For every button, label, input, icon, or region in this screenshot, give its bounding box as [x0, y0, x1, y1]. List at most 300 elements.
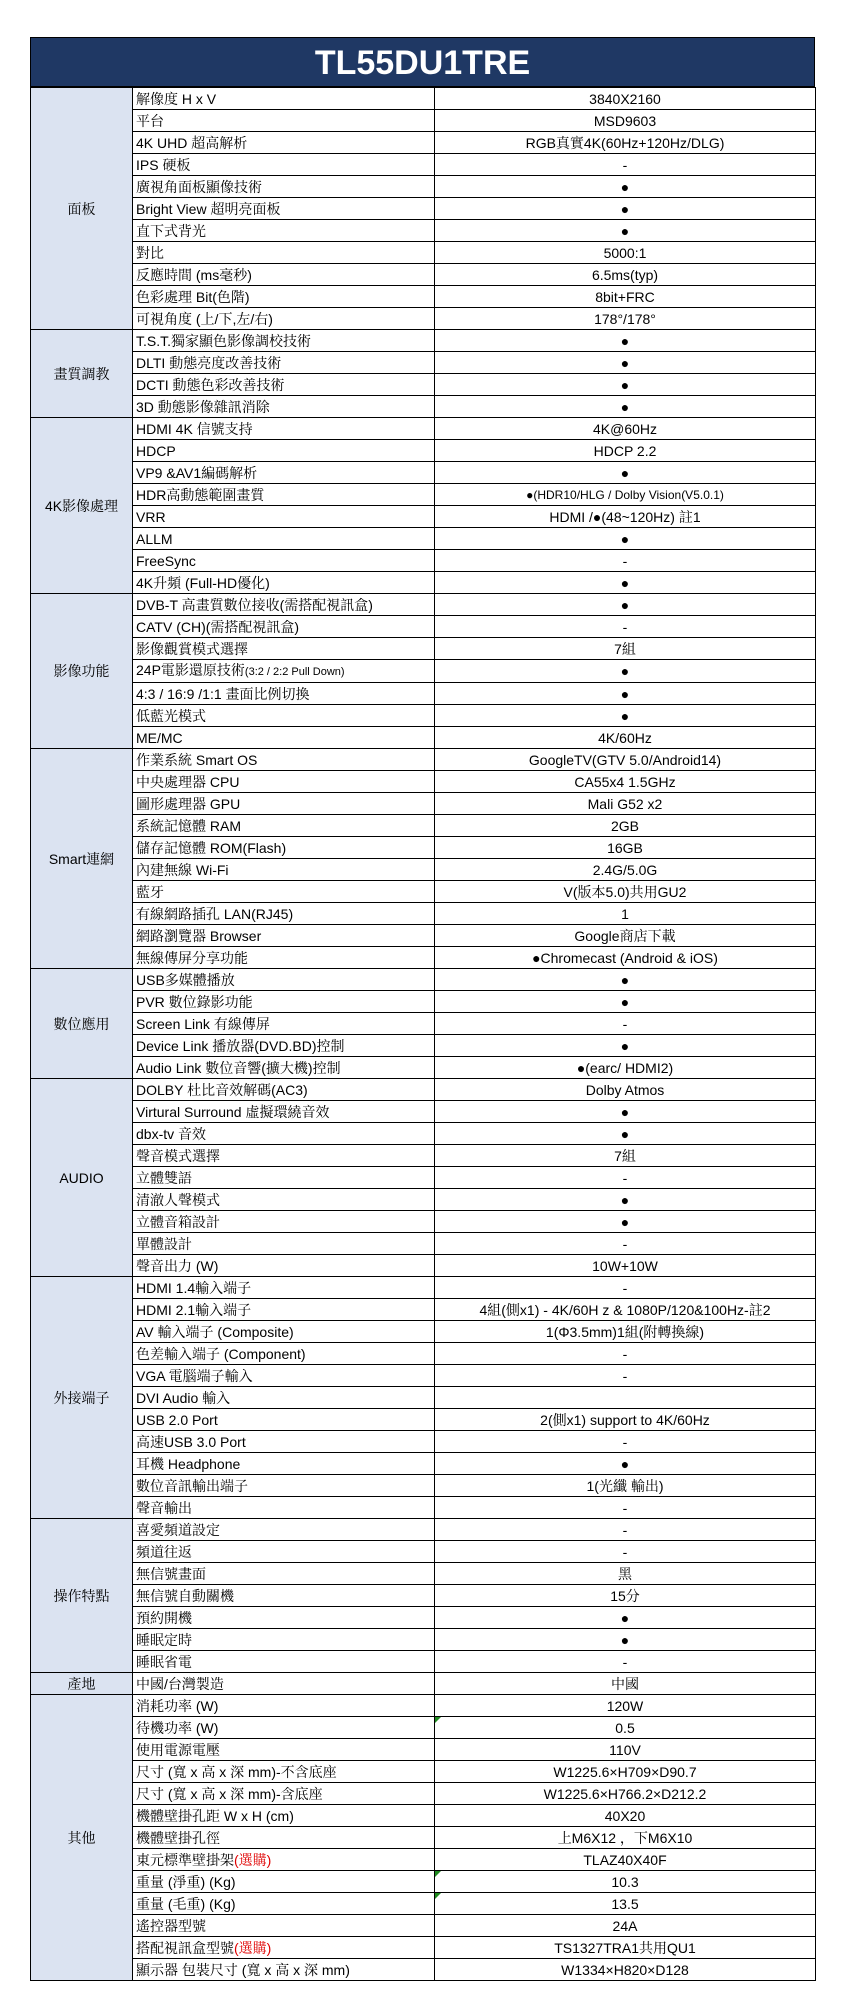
spec-label-text: AV 輸入端子 (Composite) [136, 1323, 294, 1340]
spec-row [31, 1783, 816, 1805]
spec-label-text: ALLM [136, 530, 173, 547]
spec-label-text: FreeSync [136, 552, 196, 569]
spec-row [31, 1409, 816, 1431]
spec-label-text: 無線傳屏分享功能 [136, 949, 248, 966]
spec-label [133, 1541, 435, 1563]
spec-value: ● [435, 352, 816, 374]
spec-label [133, 1915, 435, 1937]
spec-value: ● [435, 198, 816, 220]
spec-value: ● [435, 683, 816, 705]
spec-value: ● [435, 528, 816, 550]
spec-row [31, 859, 816, 881]
spec-value: - [435, 1277, 816, 1299]
category-cell: 影像功能 [31, 594, 133, 749]
category-cell: 其他 [31, 1695, 133, 1981]
optional-purchase-note: (選購) [234, 1939, 272, 1956]
spec-label [133, 1893, 435, 1915]
spec-row [31, 330, 816, 352]
spec-label [133, 1365, 435, 1387]
spec-value: - [435, 550, 816, 572]
spec-value: Google商店下載 [435, 925, 816, 947]
spec-label-text: 低藍光模式 [136, 707, 206, 724]
spec-label-text: 3D 動態影像雜訊消除 [136, 398, 270, 415]
spec-label [133, 220, 435, 242]
spec-value: 黑 [435, 1563, 816, 1585]
spec-row [31, 1431, 816, 1453]
spec-value: ● [435, 991, 816, 1013]
spec-row [31, 550, 816, 572]
spec-value: ● [435, 1607, 816, 1629]
spec-table [30, 87, 816, 1981]
spec-label [133, 947, 435, 969]
spec-label-text: 中國/台灣製造 [136, 1675, 224, 1692]
spec-label-text: 廣視角面板顯像技術 [136, 178, 262, 195]
spec-row [31, 660, 816, 683]
spec-value: - [435, 1497, 816, 1519]
spec-row [31, 771, 816, 793]
spec-value: 1(光纖 輸出) [435, 1475, 816, 1497]
spec-label [133, 462, 435, 484]
spec-value: 8bit+FRC [435, 286, 816, 308]
spec-row [31, 1673, 816, 1695]
spec-label-text: HDMI 2.1輸入端子 [136, 1301, 252, 1318]
spec-row [31, 1937, 816, 1959]
spec-row [31, 1761, 816, 1783]
spec-label [133, 506, 435, 528]
spec-row [31, 705, 816, 727]
spec-value: - [435, 1651, 816, 1673]
spec-label-text: 影像觀賞模式選擇 [136, 640, 248, 657]
spec-label-text: 耳機 Headphone [136, 1455, 241, 1472]
spec-label [133, 1101, 435, 1123]
spec-label-text: Device Link 播放器(DVD.BD)控制 [136, 1037, 345, 1054]
spec-value: CA55x4 1.5GHz [435, 771, 816, 793]
spec-label-text: 內建無線 Wi-Fi [136, 861, 229, 878]
spec-label [133, 1343, 435, 1365]
spec-label-text: 直下式背光 [136, 222, 206, 239]
spec-label [133, 132, 435, 154]
spec-label-text: 4:3 / 16:9 /1:1 畫面比例切換 [136, 685, 310, 702]
spec-row [31, 1849, 816, 1871]
spec-row [31, 1739, 816, 1761]
spec-label [133, 1673, 435, 1695]
spec-label [133, 1189, 435, 1211]
spec-label [133, 308, 435, 330]
spec-label [133, 1167, 435, 1189]
spec-value: 16GB [435, 837, 816, 859]
spec-value: - [435, 1343, 816, 1365]
spec-row [31, 1321, 816, 1343]
spec-label-text: 4K升頻 (Full-HD優化) [136, 574, 270, 591]
spec-row [31, 1497, 816, 1519]
spec-value: GoogleTV(GTV 5.0/Android14) [435, 749, 816, 771]
spec-label [133, 991, 435, 1013]
spec-label [133, 572, 435, 594]
spec-label [133, 969, 435, 991]
category-cell: 面板 [31, 88, 133, 330]
spec-value: ● [435, 1453, 816, 1475]
spec-label [133, 1849, 435, 1871]
spec-row [31, 1629, 816, 1651]
spec-label [133, 1607, 435, 1629]
spec-row [31, 1145, 816, 1167]
spec-value: ● [435, 374, 816, 396]
spec-label [133, 925, 435, 947]
spec-label-text: PVR 數位錄影功能 [136, 993, 253, 1010]
spec-label [133, 1211, 435, 1233]
spec-value: W1225.6×H766.2×D212.2 [435, 1783, 816, 1805]
spec-value: 上M6X12 ，下M6X10 [435, 1827, 816, 1849]
spec-value: TLAZ40X40F [435, 1849, 816, 1871]
spec-row [31, 1101, 816, 1123]
spec-value: 13.5 [435, 1893, 816, 1915]
spec-label [133, 550, 435, 572]
spec-value [435, 1387, 816, 1409]
spec-label-text: USB多媒體播放 [136, 971, 235, 988]
spec-label [133, 396, 435, 418]
category-cell: 畫質調教 [31, 330, 133, 418]
spec-sheet [30, 37, 815, 1981]
spec-label [133, 1145, 435, 1167]
spec-label [133, 793, 435, 815]
spec-label-text: Bright View 超明亮面板 [136, 200, 281, 217]
spec-label [133, 660, 435, 683]
spec-value: ● [435, 220, 816, 242]
spec-value: V(版本5.0)共用GU2 [435, 881, 816, 903]
spec-row [31, 1365, 816, 1387]
spec-label-text: VP9 &AV1編碼解析 [136, 464, 258, 481]
spec-value: - [435, 1167, 816, 1189]
spec-row [31, 1717, 816, 1739]
spec-row [31, 1915, 816, 1937]
spec-label [133, 815, 435, 837]
spec-label [133, 1695, 435, 1717]
spec-value: - [435, 1365, 816, 1387]
spec-row [31, 638, 816, 660]
spec-label-text: HDMI 1.4輸入端子 [136, 1279, 252, 1296]
spec-label [133, 616, 435, 638]
spec-row [31, 132, 816, 154]
spec-label [133, 771, 435, 793]
spec-label-text: 24P電影還原技術 [136, 662, 245, 678]
spec-label-text: 東元標準壁掛架 [136, 1851, 234, 1868]
spec-label [133, 418, 435, 440]
spec-value: 中國 [435, 1673, 816, 1695]
spec-label [133, 1233, 435, 1255]
spec-label-text: 單體設計 [136, 1235, 192, 1252]
spec-label-text: 色彩處理 Bit(色階) [136, 288, 250, 305]
spec-label [133, 88, 435, 110]
spec-label-text: DCTI 動態色彩改善技術 [136, 376, 285, 393]
spec-label-text: 網路瀏覽器 Browser [136, 927, 262, 944]
spec-value: - [435, 616, 816, 638]
spec-value: 120W [435, 1695, 816, 1717]
spec-row [31, 1299, 816, 1321]
spec-label [133, 1057, 435, 1079]
spec-value: ● [435, 330, 816, 352]
spec-label-text: 有線網路插孔 LAN(RJ45) [136, 905, 294, 922]
spec-value: 1 [435, 903, 816, 925]
spec-row [31, 1519, 816, 1541]
spec-row [31, 903, 816, 925]
optional-purchase-note: (選購) [234, 1851, 272, 1868]
spec-label-text: 預約開機 [136, 1609, 192, 1626]
spec-label-text: 聲音輸出 [136, 1499, 192, 1516]
spec-value: 3840X2160 [435, 88, 816, 110]
spec-row [31, 462, 816, 484]
spec-label [133, 154, 435, 176]
spec-row [31, 969, 816, 991]
spec-row [31, 815, 816, 837]
spec-row [31, 1387, 816, 1409]
spec-value: 178°/178° [435, 308, 816, 330]
spec-label-text: VRR [136, 508, 166, 525]
spec-row [31, 418, 816, 440]
category-cell: 產地 [31, 1673, 133, 1695]
spec-label-text: 數位音訊輸出端子 [136, 1477, 248, 1494]
spec-label-text: 遙控器型號 [136, 1917, 206, 1934]
spec-row [31, 484, 816, 506]
spec-label-text: 圖形處理器 GPU [136, 795, 241, 812]
spec-label-text: 喜愛頻道設定 [136, 1521, 220, 1538]
spec-value: MSD9603 [435, 110, 816, 132]
spec-label [133, 242, 435, 264]
spec-label [133, 1585, 435, 1607]
spec-label [133, 1937, 435, 1959]
spec-row [31, 1057, 816, 1079]
spec-value: ● [435, 396, 816, 418]
spec-label-text: 機體壁掛孔徑 [136, 1829, 220, 1846]
spec-label [133, 176, 435, 198]
spec-row [31, 154, 816, 176]
spec-value: Mali G52 x2 [435, 793, 816, 815]
spec-row [31, 528, 816, 550]
spec-value: 2.4G/5.0G [435, 859, 816, 881]
spec-row [31, 594, 816, 616]
spec-label-text: ME/MC [136, 729, 183, 746]
spec-label-text: 消耗功率 (W) [136, 1697, 219, 1714]
spec-label [133, 727, 435, 749]
model-title: TL55DU1TRE [30, 37, 815, 87]
spec-label-text: DLTI 動態亮度改善技術 [136, 354, 282, 371]
spec-label [133, 286, 435, 308]
spec-row [31, 220, 816, 242]
spec-label-text: 搭配視訊盒型號 [136, 1939, 234, 1956]
spec-value: 110V [435, 1739, 816, 1761]
spec-value: 4組(側x1) - 4K/60H z & 1080P/120&100Hz-註2 [435, 1299, 816, 1321]
spec-value: 10W+10W [435, 1255, 816, 1277]
spec-label-text: 高速USB 3.0 Port [136, 1433, 246, 1450]
category-cell: Smart連網 [31, 749, 133, 969]
category-cell: 數位應用 [31, 969, 133, 1079]
spec-label [133, 484, 435, 506]
spec-value: ● [435, 660, 816, 683]
spec-label-text: 機體壁掛孔距 W x H (cm) [136, 1807, 294, 1824]
spec-row [31, 1871, 816, 1893]
spec-label [133, 264, 435, 286]
spec-row [31, 1211, 816, 1233]
spec-label [133, 638, 435, 660]
spec-label [133, 683, 435, 705]
spec-label [133, 1827, 435, 1849]
spec-label-text: DVB-T 高畫質數位接收(需搭配視訊盒) [136, 596, 373, 613]
spec-label-text: 平台 [136, 112, 164, 129]
spec-label-text: 睡眠定時 [136, 1631, 192, 1648]
category-cell: 4K影像處理 [31, 418, 133, 594]
spec-label-text: 重量 (毛重) (Kg) [136, 1895, 236, 1912]
spec-label [133, 198, 435, 220]
spec-row [31, 1035, 816, 1057]
spec-row [31, 1189, 816, 1211]
spec-label-text: Virtural Surround 虛擬環繞音效 [136, 1103, 330, 1120]
spec-value: HDCP 2.2 [435, 440, 816, 462]
spec-value: ● [435, 1189, 816, 1211]
spec-row [31, 110, 816, 132]
spec-value: 40X20 [435, 1805, 816, 1827]
spec-label-text: 色差輸入端子 (Component) [136, 1345, 306, 1362]
spec-label [133, 110, 435, 132]
spec-label-text: 儲存記憶體 ROM(Flash) [136, 839, 287, 856]
spec-row [31, 793, 816, 815]
spec-label [133, 705, 435, 727]
spec-value: 4K@60Hz [435, 418, 816, 440]
spec-row [31, 242, 816, 264]
spec-value: - [435, 1233, 816, 1255]
spec-label [133, 1387, 435, 1409]
spec-row [31, 683, 816, 705]
spec-row [31, 176, 816, 198]
spec-row [31, 1013, 816, 1035]
spec-value: - [435, 1519, 816, 1541]
spec-value: 7組 [435, 1145, 816, 1167]
spec-label [133, 1717, 435, 1739]
spec-row [31, 616, 816, 638]
spec-label-text: Audio Link 數位音響(擴大機)控制 [136, 1059, 341, 1076]
spec-value: ●(earc/ HDMI2) [435, 1057, 816, 1079]
spec-label [133, 1299, 435, 1321]
spec-value: 4K/60Hz [435, 727, 816, 749]
spec-label [133, 352, 435, 374]
spec-value: ● [435, 969, 816, 991]
spec-value: ● [435, 176, 816, 198]
spec-label-text: 使用電源電壓 [136, 1741, 220, 1758]
spec-value: W1334×H820×D128 [435, 1959, 816, 1981]
spec-label [133, 1079, 435, 1101]
spec-value: ● [435, 1101, 816, 1123]
spec-label [133, 903, 435, 925]
spec-row [31, 88, 816, 110]
spec-label-text: 待機功率 (W) [136, 1719, 219, 1736]
spec-value: 2GB [435, 815, 816, 837]
spec-row [31, 1453, 816, 1475]
spec-row [31, 1167, 816, 1189]
spec-label [133, 1761, 435, 1783]
spec-value: TS1327TRA1共用QU1 [435, 1937, 816, 1959]
spec-label-text: VGA 電腦端子輸入 [136, 1367, 253, 1384]
spec-row [31, 506, 816, 528]
spec-label-text: HDMI 4K 信號支持 [136, 420, 253, 437]
spec-label [133, 1629, 435, 1651]
spec-label-text: 可視角度 (上/下,左/右) [136, 310, 273, 327]
spec-label [133, 374, 435, 396]
spec-row [31, 308, 816, 330]
spec-label [133, 1959, 435, 1981]
spec-row [31, 572, 816, 594]
spec-row [31, 374, 816, 396]
spec-value: 0.5 [435, 1717, 816, 1739]
spec-label-text: T.S.T.獨家顯色影像調校技術 [136, 332, 312, 349]
spec-row [31, 947, 816, 969]
spec-row [31, 1079, 816, 1101]
spec-label-text: 系統記憶體 RAM [136, 817, 241, 834]
spec-label-text: 清澈人聲模式 [136, 1191, 220, 1208]
spec-value: 10.3 [435, 1871, 816, 1893]
spec-label [133, 1783, 435, 1805]
spec-row [31, 1695, 816, 1717]
spec-label-text: Screen Link 有線傳屏 [136, 1015, 270, 1032]
spec-label-note: (3:2 / 2:2 Pull Down) [244, 666, 345, 678]
spec-row [31, 1255, 816, 1277]
spec-label-text: 無信號畫面 [136, 1565, 206, 1582]
spec-label-text: DVI Audio 輸入 [136, 1389, 231, 1406]
spec-label-text: HDR高動態範圍畫質 [136, 486, 265, 503]
spec-label-text: 解像度 H x V [136, 90, 217, 107]
spec-label [133, 1255, 435, 1277]
spec-row [31, 1563, 816, 1585]
spec-row [31, 1233, 816, 1255]
spec-row [31, 1585, 816, 1607]
spec-label-text: 顯示器 包裝尺寸 (寬 x 高 x 深 mm) [136, 1961, 350, 1978]
spec-label-text: HDCP [136, 442, 176, 459]
spec-label [133, 528, 435, 550]
spec-label [133, 1453, 435, 1475]
spec-row [31, 991, 816, 1013]
spec-label [133, 594, 435, 616]
spec-row [31, 1343, 816, 1365]
spec-row [31, 925, 816, 947]
spec-value: ●(HDR10/HLG / Dolby Vision(V5.0.1) [435, 484, 816, 506]
spec-label [133, 1277, 435, 1299]
spec-label-text: USB 2.0 Port [136, 1411, 218, 1428]
spec-label-text: 睡眠省電 [136, 1653, 192, 1670]
spec-label [133, 881, 435, 903]
spec-label [133, 1475, 435, 1497]
spec-label [133, 1431, 435, 1453]
spec-value: - [435, 154, 816, 176]
spec-label [133, 330, 435, 352]
spec-label-text: 反應時間 (ms毫秒) [136, 266, 252, 283]
spec-row [31, 727, 816, 749]
spec-row [31, 352, 816, 374]
spec-label [133, 1739, 435, 1761]
spec-value: ● [435, 1035, 816, 1057]
spec-row [31, 1541, 816, 1563]
spec-label-text: 立體雙語 [136, 1169, 192, 1186]
spec-label [133, 1035, 435, 1057]
spec-value: ● [435, 462, 816, 484]
spec-row [31, 749, 816, 771]
spec-label [133, 1519, 435, 1541]
spec-row [31, 1651, 816, 1673]
spec-label [133, 440, 435, 462]
spec-row [31, 1959, 816, 1981]
spec-label-text: 無信號自動關機 [136, 1587, 234, 1604]
spec-label-text: 中央處理器 CPU [136, 773, 240, 790]
spec-row [31, 1277, 816, 1299]
category-cell: 操作特點 [31, 1519, 133, 1673]
spec-label-text: 對比 [136, 244, 164, 261]
spec-label-text: 聲音模式選擇 [136, 1147, 220, 1164]
